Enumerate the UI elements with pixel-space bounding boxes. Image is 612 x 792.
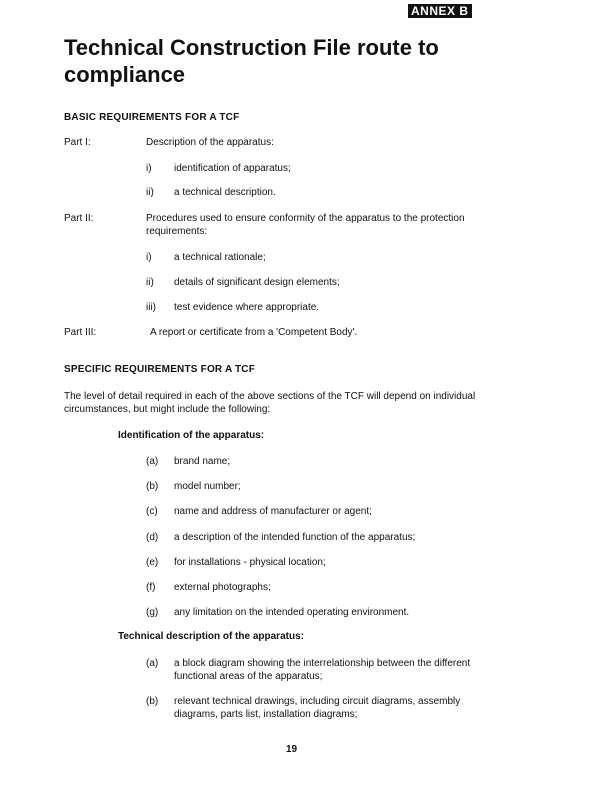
basic-heading: BASIC REQUIREMENTS FOR A TCF <box>64 112 240 123</box>
item-number: (a) <box>146 658 159 669</box>
page-title: Technical Construction File route to compliance <box>64 35 439 87</box>
item-text: test evidence where appropriate. <box>174 302 320 313</box>
page-number: 19 <box>286 744 298 755</box>
item-text: details of significant design elements; <box>174 277 340 288</box>
item-text: any limitation on the intended operating environment. <box>174 607 410 618</box>
item-number: (a) <box>146 456 159 467</box>
item-text: for installations - physical location; <box>174 557 326 568</box>
part-text: Procedures used to ensure conformity of the apparatus to the protection requirements: <box>146 213 465 237</box>
item-number: (d) <box>146 532 159 543</box>
ident-heading: Identification of the apparatus: <box>118 430 265 441</box>
item-text: external photographs; <box>174 582 271 593</box>
item-number: (g) <box>146 607 159 618</box>
item-text: a description of the intended function of the apparatus; <box>174 532 416 543</box>
part-label: Part I: <box>64 137 91 148</box>
item-text: identification of apparatus; <box>174 163 291 174</box>
specific-intro: The level of detail required in each of the above sections of the TCF will depend on individual circumstances, but might include the following: <box>64 391 476 415</box>
tech-heading: Technical description of the apparatus: <box>118 631 304 642</box>
item-text: model number; <box>174 481 241 492</box>
item-number: iii) <box>146 302 156 313</box>
item-number: (b) <box>146 696 159 707</box>
item-text: brand name; <box>174 456 231 467</box>
item-number: ii) <box>146 187 154 198</box>
part-label: Part II: <box>64 213 94 224</box>
item-text: relevant technical drawings, including circuit diagrams, assembly diagrams, parts list, installation diagrams; <box>174 696 461 720</box>
part-label: Part III: <box>64 327 97 338</box>
item-text: a technical rationale; <box>174 252 266 263</box>
item-number: (f) <box>146 582 156 593</box>
item-number: (b) <box>146 481 159 492</box>
item-text: a block diagram showing the interrelationship between the different functional areas of the apparatus; <box>174 658 471 682</box>
item-number: i) <box>146 163 152 174</box>
part-text: A report or certificate from a 'Competent Body'. <box>150 327 358 338</box>
item-number: ii) <box>146 277 154 288</box>
item-text: a technical description. <box>174 187 276 198</box>
item-number: i) <box>146 252 152 263</box>
annex-label: ANNEX B <box>408 4 472 18</box>
part-text: Description of the apparatus: <box>146 137 274 148</box>
item-number: (e) <box>146 557 159 568</box>
item-text: name and address of manufacturer or agent; <box>174 506 372 517</box>
item-number: (c) <box>146 506 158 517</box>
specific-heading: SPECIFIC REQUIREMENTS FOR A TCF <box>64 364 256 375</box>
